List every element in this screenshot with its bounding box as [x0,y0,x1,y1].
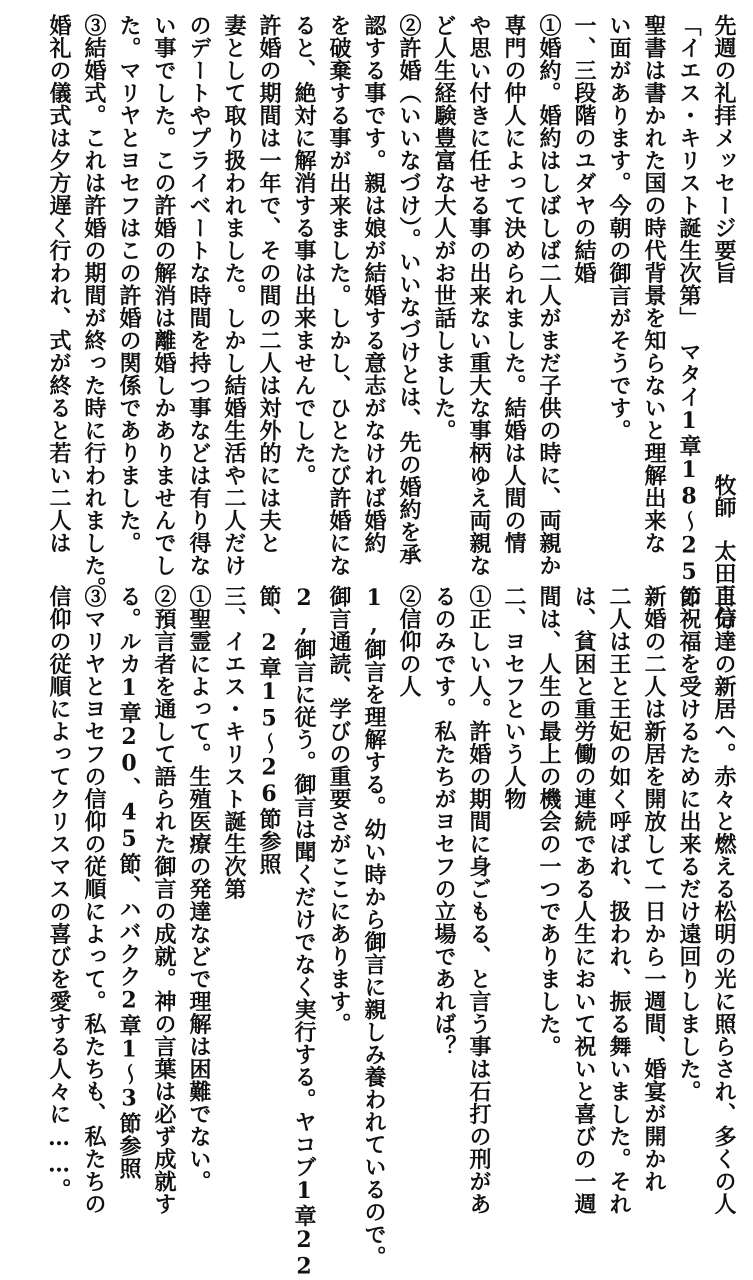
text-line: 「イエス・キリスト誕生次第」 マタイ1章18〜25節 [676,14,702,608]
text-line: 婚礼の儀式は夕方遅く行われ、式が終ると若い二人は [46,14,72,554]
text-line: ③マリヤとヨセフの信仰の従順によって。私たちも、私たちの [81,585,107,1215]
top-text-block [41,14,741,608]
text-line: ①正しい人。許婚の期間に身ごもる、と言う事は石打の刑があ [466,585,492,1215]
text-line: た。マリヤとヨセフはこの許婚の関係でありました。 [116,14,142,554]
text-line: ②預言者を通して語られた御言の成就。神の言葉は必ず成就す [151,585,177,1215]
text-line: る。ルカ1章20、45節、ハバクク2章1〜3節参照 [116,585,142,1180]
text-line: 信仰の従順によってクリスマスの喜びを愛する人々に……。 [46,585,72,1201]
text-line: 許婚の期間は一年で、その間の二人は対外的には夫と [256,14,282,554]
bottom-text-block [41,585,741,1280]
text-line: 1,御言を理解する。幼い時から御言に親しみ養われているので。 [361,585,387,1268]
text-line: 認する事です。親は娘が結婚する意志がなければ婚約 [361,14,387,554]
text-line: や思い付きに任せる事の出来ない重大な事柄ゆえ両親な [466,14,492,577]
text-line: ど人生経験豊富な大人がお世話しました。 [431,14,457,442]
text-line: 聖書は書かれた国の時代背景を知らないと理解出来な [641,14,667,554]
text-line: 二人は王と王妃の如く呼ばれ、扱われ、振る舞いました。それ [606,585,632,1215]
text-line: るのみです。私たちがヨセフの立場であれば？ [431,585,457,1058]
text-line: 一、三段階のユダヤの結婚 [571,14,597,284]
text-line: 新婚の二人は新居を開放して一日から一週間、婚宴が開かれ [641,585,667,1193]
text-line: 御言通読、学びの重要さがここにあります。 [326,585,352,1035]
text-line: ③結婚式。これは許婚の期間が終った時に行われました。 [81,14,107,599]
text-line: のデートやプライベートな時間を持つ事などは有り得な [186,14,212,577]
text-line: 間は、人生の最上の機会の一つでありました。 [536,585,562,1058]
text-line: を破棄する事が出来ました。しかし、ひとたび許婚にな [326,14,352,577]
text-line: ②許婚（いいなづけ）。いいなづけとは、先の婚約を承 [396,14,422,566]
pastor-label: 牧師 太田正信 [706,470,741,632]
text-line: ②信仰の人 [396,585,422,698]
text-line: い面があります。今朝の御言がそうです。 [606,14,632,442]
text-line: ると、絶対に解消する事は出来ませんでした。 [291,14,317,487]
text-line: い事でした。この許婚の解消は離婚しかありませんでし [151,14,177,577]
text-line: 妻として取り扱われました。しかし結婚生活や二人だけ [221,14,247,577]
text-line: ①聖霊によって。生殖医療の発達などで理解は困難でない。 [186,585,212,1193]
text-line: 節、2章15〜26節参照 [256,585,282,875]
text-line: 二、ヨセフという人物 [501,585,527,810]
text-line: ①婚約。婚約はしばしば二人がまだ子供の時に、両親か [536,14,562,577]
text-line: 先週の礼拝メッセージ要旨 [711,14,737,284]
text-line: 自分達の新居へ。赤々と燃える松明の光に照らされ、多くの人 [711,585,737,1215]
text-line: 2,御言に従う。御言は聞くだけでなく実行する。ヤコブ1章22 [291,585,317,1280]
text-line: は、貧困と重労働の連続である人生において祝いと喜びの一週 [571,585,597,1215]
text-line: 三、イエス・キリスト誕生次第 [221,585,247,900]
text-line: の祝福を受けるために出来るだけ遠回りしました。 [676,585,702,1103]
text-line: 専門の仲人によって決められました。結婚は人間の情 [501,14,527,554]
